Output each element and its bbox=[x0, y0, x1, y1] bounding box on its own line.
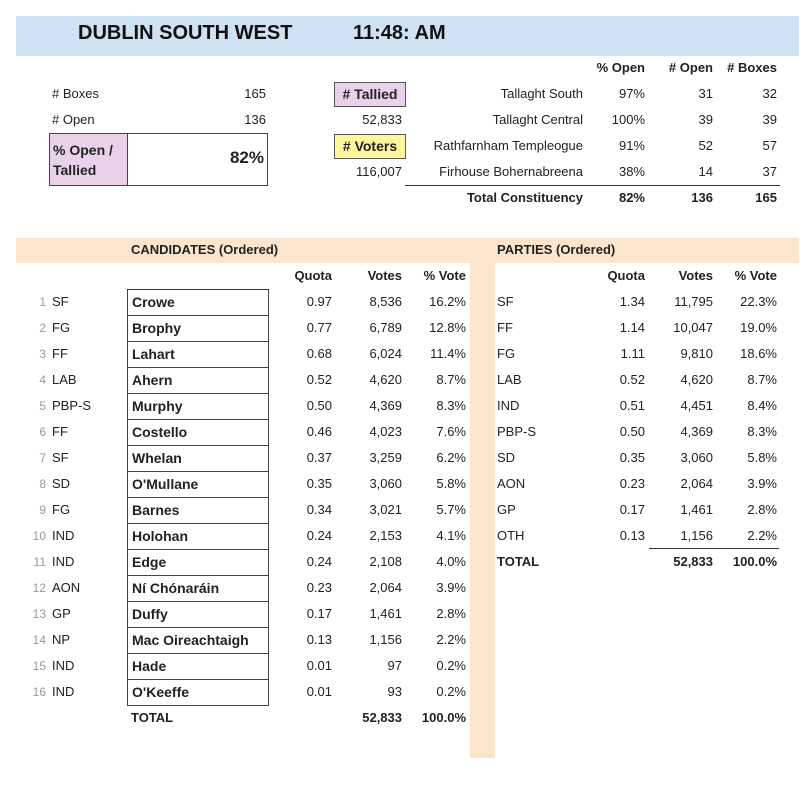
area-open: 39 bbox=[698, 112, 713, 127]
candidate-pct: 8.3% bbox=[436, 398, 466, 413]
areas-total-name: Total Constituency bbox=[466, 190, 583, 205]
area-pct-open: 97% bbox=[618, 86, 645, 101]
party-name: FF bbox=[497, 320, 513, 335]
candidate-party: AON bbox=[52, 580, 81, 595]
tallied-label: # Tallied bbox=[334, 82, 406, 107]
candidate-votes: 8,536 bbox=[369, 294, 402, 309]
area-boxes: 37 bbox=[762, 164, 777, 179]
candidate-rank: 12 bbox=[32, 581, 46, 595]
party-name: FG bbox=[497, 346, 516, 361]
candidate-party: NP bbox=[52, 632, 71, 647]
candidate-votes: 97 bbox=[387, 658, 402, 673]
candidate-name: Murphy bbox=[127, 394, 269, 420]
candidate-pct: 2.2% bbox=[436, 632, 466, 647]
party-name: SD bbox=[497, 450, 516, 465]
party-quota: 1.14 bbox=[619, 320, 645, 335]
candidate-party: FF bbox=[52, 424, 68, 439]
candidate-rank: 5 bbox=[39, 399, 46, 413]
candidate-quota: 0.17 bbox=[306, 606, 332, 621]
party-name: AON bbox=[497, 476, 526, 491]
candidate-quota: 0.37 bbox=[306, 450, 332, 465]
parties-total-rule bbox=[649, 548, 779, 549]
candidates-total-votes: 52,833 bbox=[362, 710, 402, 725]
pct-open-label-line1: % Open / bbox=[53, 142, 113, 158]
candidate-quota: 0.01 bbox=[306, 684, 332, 699]
candidate-rank: 1 bbox=[39, 295, 46, 309]
candidate-party: PBP-S bbox=[52, 398, 92, 413]
candidate-rank: 16 bbox=[32, 685, 46, 699]
candidate-name: Costello bbox=[127, 420, 269, 446]
candidate-name: Brophy bbox=[127, 316, 269, 342]
candidate-votes: 2,064 bbox=[369, 580, 402, 595]
parties-header-pct: % Vote bbox=[734, 268, 777, 283]
area-boxes: 57 bbox=[762, 138, 777, 153]
areas-header-open: # Open bbox=[668, 60, 713, 75]
candidates-header-votes: Votes bbox=[367, 268, 402, 283]
candidate-name: Ní Chónaráin bbox=[127, 576, 269, 602]
boxes-value: 165 bbox=[244, 86, 266, 101]
party-votes: 9,810 bbox=[680, 346, 713, 361]
pct-open-value: 82% bbox=[229, 148, 264, 167]
candidate-quota: 0.01 bbox=[306, 658, 332, 673]
candidate-votes: 3,021 bbox=[369, 502, 402, 517]
candidate-name: O'Keeffe bbox=[127, 680, 269, 706]
party-name: OTH bbox=[497, 528, 525, 543]
area-open: 52 bbox=[698, 138, 713, 153]
candidate-party: SF bbox=[52, 294, 69, 309]
candidate-votes: 4,620 bbox=[369, 372, 402, 387]
candidate-quota: 0.97 bbox=[306, 294, 332, 309]
candidate-rank: 13 bbox=[32, 607, 46, 621]
area-boxes: 39 bbox=[762, 112, 777, 127]
party-name: IND bbox=[497, 398, 520, 413]
party-quota: 1.11 bbox=[620, 346, 645, 361]
party-votes: 10,047 bbox=[673, 320, 713, 335]
candidate-votes: 4,023 bbox=[369, 424, 402, 439]
party-pct: 18.6% bbox=[740, 346, 777, 361]
candidate-quota: 0.77 bbox=[306, 320, 332, 335]
candidate-rank: 6 bbox=[39, 425, 46, 439]
pct-open-label-cell bbox=[50, 134, 128, 185]
party-votes: 1,156 bbox=[680, 528, 713, 543]
candidates-title: CANDIDATES (Ordered) bbox=[131, 242, 279, 257]
area-name: Rathfarnham Templeogue bbox=[433, 138, 583, 153]
candidate-quota: 0.23 bbox=[306, 580, 332, 595]
candidate-rank: 10 bbox=[32, 529, 46, 543]
candidate-rank: 14 bbox=[32, 633, 46, 647]
candidate-party: SD bbox=[52, 476, 71, 491]
parties-total-pct: 100.0% bbox=[732, 554, 777, 569]
candidate-name: Hade bbox=[127, 654, 269, 680]
candidate-quota: 0.13 bbox=[306, 632, 332, 647]
party-quota: 0.50 bbox=[619, 424, 645, 439]
parties-title: PARTIES (Ordered) bbox=[497, 242, 616, 257]
candidate-quota: 0.24 bbox=[306, 554, 332, 569]
voters-label: # Voters bbox=[334, 134, 406, 159]
candidate-pct: 5.7% bbox=[436, 502, 466, 517]
party-name: SF bbox=[497, 294, 514, 309]
candidate-quota: 0.34 bbox=[306, 502, 332, 517]
tallied-value: 52,833 bbox=[362, 112, 402, 127]
section-divider-strip bbox=[470, 263, 495, 758]
party-votes: 1,461 bbox=[680, 502, 713, 517]
candidate-pct: 0.2% bbox=[436, 684, 466, 699]
area-boxes: 32 bbox=[762, 86, 777, 101]
candidate-rank: 7 bbox=[39, 451, 46, 465]
party-name: GP bbox=[497, 502, 516, 517]
candidate-rank: 4 bbox=[39, 373, 46, 387]
candidate-party: GP bbox=[52, 606, 71, 621]
parties-header-votes: Votes bbox=[678, 268, 713, 283]
candidate-name: Ahern bbox=[127, 368, 269, 394]
party-quota: 1.34 bbox=[619, 294, 645, 309]
party-pct: 8.3% bbox=[747, 424, 777, 439]
area-name: Firhouse Bohernabreena bbox=[439, 164, 583, 179]
party-pct: 22.3% bbox=[740, 294, 777, 309]
candidate-name: Holohan bbox=[127, 524, 269, 550]
area-name: Tallaght South bbox=[500, 86, 583, 101]
party-pct: 2.2% bbox=[747, 528, 777, 543]
candidate-name: Duffy bbox=[127, 602, 269, 628]
candidate-quota: 0.46 bbox=[306, 424, 332, 439]
candidate-votes: 2,153 bbox=[369, 528, 402, 543]
candidate-quota: 0.50 bbox=[306, 398, 332, 413]
areas-total-open: 136 bbox=[691, 190, 713, 205]
candidate-pct: 16.2% bbox=[429, 294, 466, 309]
candidate-name: Whelan bbox=[127, 446, 269, 472]
party-quota: 0.52 bbox=[619, 372, 645, 387]
update-time: 11:48: AM bbox=[353, 22, 446, 44]
candidate-name: Mac Oireachtaigh bbox=[127, 628, 269, 654]
areas-total-rule bbox=[405, 185, 780, 186]
candidate-party: LAB bbox=[52, 372, 77, 387]
candidate-pct: 6.2% bbox=[436, 450, 466, 465]
candidate-pct: 12.8% bbox=[429, 320, 466, 335]
area-pct-open: 100% bbox=[611, 112, 645, 127]
candidate-pct: 2.8% bbox=[436, 606, 466, 621]
candidate-rank: 15 bbox=[32, 659, 46, 673]
candidate-party: FG bbox=[52, 320, 71, 335]
candidate-quota: 0.35 bbox=[306, 476, 332, 491]
party-quota: 0.51 bbox=[619, 398, 645, 413]
candidate-votes: 3,060 bbox=[369, 476, 402, 491]
party-votes: 11,795 bbox=[674, 294, 713, 309]
area-open: 31 bbox=[698, 86, 713, 101]
areas-header-boxes: # Boxes bbox=[727, 60, 777, 75]
candidate-name: Lahart bbox=[127, 342, 269, 368]
candidate-rank: 11 bbox=[33, 555, 46, 569]
voters-value: 116,007 bbox=[355, 164, 402, 179]
boxes-label: # Boxes bbox=[52, 86, 99, 101]
party-quota: 0.13 bbox=[619, 528, 645, 543]
candidate-party: FG bbox=[52, 502, 71, 517]
candidates-header-pct: % Vote bbox=[423, 268, 466, 283]
candidate-votes: 3,259 bbox=[369, 450, 402, 465]
areas-total-boxes: 165 bbox=[755, 190, 777, 205]
parties-header-quota: Quota bbox=[607, 268, 645, 283]
candidate-rank: 2 bbox=[39, 321, 46, 335]
area-open: 14 bbox=[698, 164, 713, 179]
party-pct: 19.0% bbox=[740, 320, 777, 335]
candidate-rank: 8 bbox=[39, 477, 46, 491]
party-pct: 5.8% bbox=[747, 450, 777, 465]
areas-total-pct: 82% bbox=[618, 190, 645, 205]
candidate-pct: 0.2% bbox=[436, 658, 466, 673]
candidates-total-pct: 100.0% bbox=[421, 710, 466, 725]
pct-open-box bbox=[49, 133, 268, 186]
pct-open-label-line2: Tallied bbox=[53, 162, 97, 178]
candidate-party: IND bbox=[52, 528, 75, 543]
party-pct: 2.8% bbox=[747, 502, 777, 517]
candidate-votes: 6,789 bbox=[369, 320, 402, 335]
party-name: PBP-S bbox=[497, 424, 537, 439]
area-pct-open: 38% bbox=[618, 164, 645, 179]
parties-total-votes: 52,833 bbox=[673, 554, 713, 569]
page-title: DUBLIN SOUTH WEST bbox=[78, 22, 293, 44]
candidate-party: SF bbox=[52, 450, 69, 465]
open-value: 136 bbox=[244, 112, 266, 127]
candidates-header-quota: Quota bbox=[294, 268, 332, 283]
candidate-votes: 93 bbox=[387, 684, 402, 699]
candidate-quota: 0.24 bbox=[306, 528, 332, 543]
party-name: LAB bbox=[497, 372, 522, 387]
party-quota: 0.23 bbox=[619, 476, 645, 491]
candidates-total-label: TOTAL bbox=[131, 710, 174, 725]
candidate-name: O'Mullane bbox=[127, 472, 269, 498]
party-pct: 8.4% bbox=[747, 398, 777, 413]
candidate-quota: 0.68 bbox=[306, 346, 332, 361]
candidate-name: Barnes bbox=[127, 498, 269, 524]
party-quota: 0.17 bbox=[619, 502, 645, 517]
areas-header-pct-open: % Open bbox=[596, 60, 645, 75]
candidate-pct: 8.7% bbox=[436, 372, 466, 387]
candidate-pct: 11.4% bbox=[430, 346, 466, 361]
candidate-votes: 1,156 bbox=[369, 632, 402, 647]
party-votes: 4,369 bbox=[680, 424, 713, 439]
party-pct: 8.7% bbox=[747, 372, 777, 387]
candidate-rank: 9 bbox=[39, 503, 46, 517]
party-votes: 3,060 bbox=[680, 450, 713, 465]
party-votes: 2,064 bbox=[680, 476, 713, 491]
candidate-rank: 3 bbox=[39, 347, 46, 361]
candidate-party: IND bbox=[52, 658, 75, 673]
candidate-pct: 4.1% bbox=[436, 528, 466, 543]
candidate-votes: 6,024 bbox=[369, 346, 402, 361]
party-votes: 4,620 bbox=[680, 372, 713, 387]
party-pct: 3.9% bbox=[747, 476, 777, 491]
candidate-votes: 4,369 bbox=[369, 398, 402, 413]
candidate-name: Crowe bbox=[127, 290, 269, 316]
candidate-pct: 7.6% bbox=[436, 424, 466, 439]
area-pct-open: 91% bbox=[618, 138, 645, 153]
candidate-pct: 4.0% bbox=[436, 554, 466, 569]
parties-total-label: TOTAL bbox=[497, 554, 540, 569]
area-name: Tallaght Central bbox=[492, 112, 583, 127]
party-quota: 0.35 bbox=[619, 450, 645, 465]
candidate-party: FF bbox=[52, 346, 68, 361]
party-votes: 4,451 bbox=[680, 398, 713, 413]
candidate-party: IND bbox=[52, 554, 75, 569]
candidate-name: Edge bbox=[127, 550, 269, 576]
open-label: # Open bbox=[52, 112, 95, 127]
candidate-votes: 1,461 bbox=[369, 606, 402, 621]
candidate-quota: 0.52 bbox=[306, 372, 332, 387]
candidate-party: IND bbox=[52, 684, 75, 699]
candidate-pct: 5.8% bbox=[436, 476, 466, 491]
candidate-votes: 2,108 bbox=[369, 554, 402, 569]
candidate-pct: 3.9% bbox=[436, 580, 466, 595]
